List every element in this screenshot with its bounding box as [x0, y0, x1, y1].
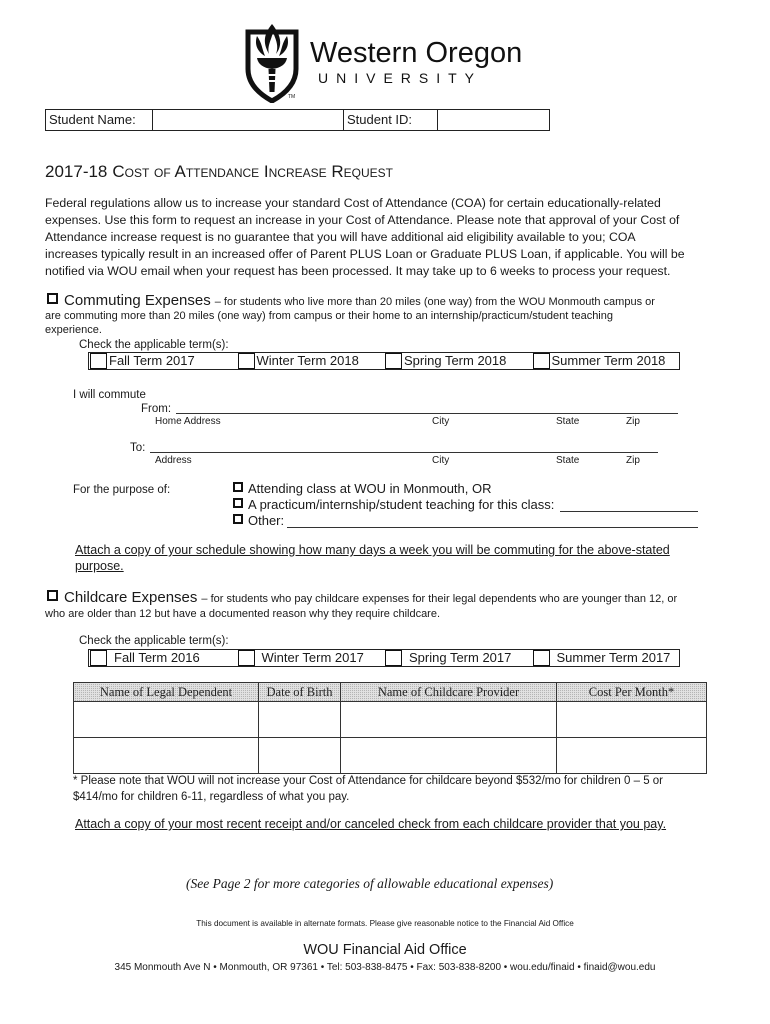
term-option[interactable] [532, 650, 680, 666]
term-option[interactable] [237, 353, 385, 369]
to-caption-city: City [432, 455, 450, 466]
note-line: * Please note that WOU will not increase your Cost of Attendance for childcare beyond $532/mo for children 0 – 5 or [73, 775, 664, 787]
intro-line: notified via WOU email when your request has been processed. It may take up to 6 weeks to process your request. [45, 263, 671, 278]
checkbox-icon[interactable] [238, 650, 255, 666]
checkbox-icon[interactable] [233, 514, 243, 524]
checkbox-icon[interactable] [90, 650, 107, 666]
commuting-description: are commuting more than 20 miles (one way) from campus or their home to an internship/practicum/student teaching [45, 310, 613, 322]
page-title [45, 161, 393, 183]
purpose-option-wou[interactable] [233, 481, 491, 497]
note-line: $414/mo for children 6-11, regardless of what you pay. [73, 791, 350, 803]
checkbox-icon[interactable] [385, 650, 402, 666]
student-id-field[interactable] [438, 110, 549, 130]
table-row [74, 702, 707, 738]
logo-wordmark-line1: Western Oregon [310, 37, 523, 69]
checkbox-icon[interactable] [233, 498, 243, 508]
checkbox-icon[interactable] [47, 293, 58, 304]
intro-line: increases typically result in an increased offer of Parent PLUS Loan or Graduate PLUS Loan, if applicable. You will be [45, 246, 685, 261]
from-caption-address: Home Address [155, 416, 221, 427]
from-caption-zip: Zip [626, 416, 640, 427]
childcare-terms-label: Check the applicable term(s): [79, 635, 229, 647]
office-name: WOU Financial Aid Office [303, 942, 467, 958]
childcare-attach-instructions: Attach a copy of your most recent receipt and/or canceled check from each childcare provider that you pay. [75, 817, 667, 831]
term-label: Spring Term 2018 [404, 353, 507, 368]
commuting-terms-label: Check the applicable term(s): [79, 339, 229, 351]
childcare-section-header [45, 588, 677, 609]
to-caption-zip: Zip [626, 455, 640, 466]
term-label: Summer Term 2017 [556, 650, 671, 665]
checkbox-icon[interactable] [233, 482, 243, 492]
term-option[interactable] [89, 353, 237, 369]
term-label: Summer Term 2018 [551, 353, 666, 368]
commuting-terms-row [88, 352, 680, 370]
from-caption-state: State [556, 416, 580, 427]
purpose-option-label: Other: [248, 513, 285, 528]
childcare-terms-row [88, 649, 680, 667]
to-caption-address: Address [155, 455, 192, 466]
table-cell[interactable] [557, 702, 707, 738]
purpose-label: For the purpose of: [73, 484, 171, 496]
table-cell[interactable] [259, 738, 341, 774]
from-label: From: [141, 403, 172, 415]
commuting-attach-instructions [75, 542, 670, 574]
commuting-description: experience. [45, 324, 102, 336]
childcare-table [73, 682, 707, 774]
commuting-heading: Commuting Expenses [64, 292, 211, 309]
checkbox-icon[interactable] [238, 353, 255, 369]
term-option[interactable] [89, 650, 237, 666]
purpose-option-other[interactable] [233, 513, 284, 529]
table-cell[interactable] [557, 738, 707, 774]
table-cell[interactable] [341, 738, 557, 774]
table-cell[interactable] [74, 738, 259, 774]
checkbox-icon[interactable] [533, 650, 550, 666]
student-info-table [45, 109, 550, 131]
table-cell[interactable] [341, 702, 557, 738]
student-name-label: Student Name: [46, 110, 153, 130]
childcare-description: – for students who pay childcare expenses for their legal dependents who are younger than 12, or [201, 593, 678, 605]
table-row [74, 738, 707, 774]
checkbox-icon[interactable] [385, 353, 402, 369]
other-purpose-field[interactable] [287, 527, 698, 528]
intro-line: Federal regulations allow us to increase your standard Cost of Attendance (COA) for certain educationally-related [45, 196, 661, 210]
intro-line: expenses. Use this form to request an increase in your Cost of Attendance. Please note that approval of your Cost of [45, 212, 680, 227]
to-address-field[interactable] [150, 452, 658, 453]
intro-paragraph [45, 195, 685, 280]
term-label: Winter Term 2017 [261, 650, 364, 665]
term-label: Fall Term 2016 [114, 650, 200, 665]
table-cell[interactable] [74, 702, 259, 738]
to-label: To: [130, 442, 146, 454]
column-header-cost: Cost Per Month* [557, 683, 707, 702]
checkbox-icon[interactable] [533, 353, 550, 369]
logo-trademark: TM [288, 94, 296, 100]
purpose-option-practicum[interactable] [233, 497, 554, 513]
purpose-option-label: Attending class at WOU in Monmouth, OR [248, 481, 492, 496]
from-caption-city: City [432, 416, 450, 427]
term-option[interactable] [384, 353, 532, 369]
column-header-dependent: Name of Legal Dependent [74, 683, 259, 702]
column-header-dob: Date of Birth [259, 683, 341, 702]
attach-line: purpose. [75, 559, 124, 573]
checkbox-icon[interactable] [47, 590, 58, 601]
column-header-provider: Name of Childcare Provider [341, 683, 557, 702]
term-option[interactable] [384, 650, 532, 666]
checkbox-icon[interactable] [90, 353, 107, 369]
term-option[interactable] [532, 353, 680, 369]
attach-line: Attach a copy of your schedule showing how many days a week you will be commuting for the above-stated [75, 543, 670, 557]
from-address-field[interactable] [176, 413, 678, 414]
to-caption-state: State [556, 455, 580, 466]
alt-formats-note: This document is available in alternate formats. Please give reasonable notice to the Financial Aid Office [196, 919, 574, 928]
title-year: 2017-18 [45, 162, 108, 181]
title-text: Cost of Attendance Increase Request [112, 162, 393, 181]
intro-line: Attendance increase request is no guarantee that you will have additional aid eligibility available to you; COA [45, 229, 636, 244]
term-label: Fall Term 2017 [109, 353, 195, 368]
childcare-description: who are older than 12 but have a documented reason why they require childcare. [45, 608, 441, 620]
childcare-limit-note [73, 773, 663, 805]
purpose-option-label: A practicum/internship/student teaching for this class: [248, 497, 555, 512]
student-id-label: Student ID: [344, 110, 438, 130]
commute-label: I will commute [73, 389, 146, 401]
term-label: Spring Term 2017 [409, 650, 512, 665]
term-label: Winter Term 2018 [256, 353, 359, 368]
logo-wordmark-line2: UNIVERSITY [318, 70, 483, 86]
term-option[interactable] [237, 650, 385, 666]
childcare-heading: Childcare Expenses [64, 589, 198, 606]
table-header-row [74, 683, 707, 702]
table-cell[interactable] [259, 702, 341, 738]
student-name-field[interactable] [153, 110, 344, 130]
commuting-description: – for students who live more than 20 miles (one way) from the WOU Monmouth campus or [214, 296, 655, 308]
page2-note: (See Page 2 for more categories of allowable educational expenses) [186, 876, 554, 891]
practicum-class-field[interactable] [560, 511, 698, 512]
office-contact-line: 345 Monmouth Ave N • Monmouth, OR 97361 • Tel: 503-838-8475 • Fax: 503-838-8200 • wou.edu/finaid • finaid@wou.edu [114, 962, 656, 973]
